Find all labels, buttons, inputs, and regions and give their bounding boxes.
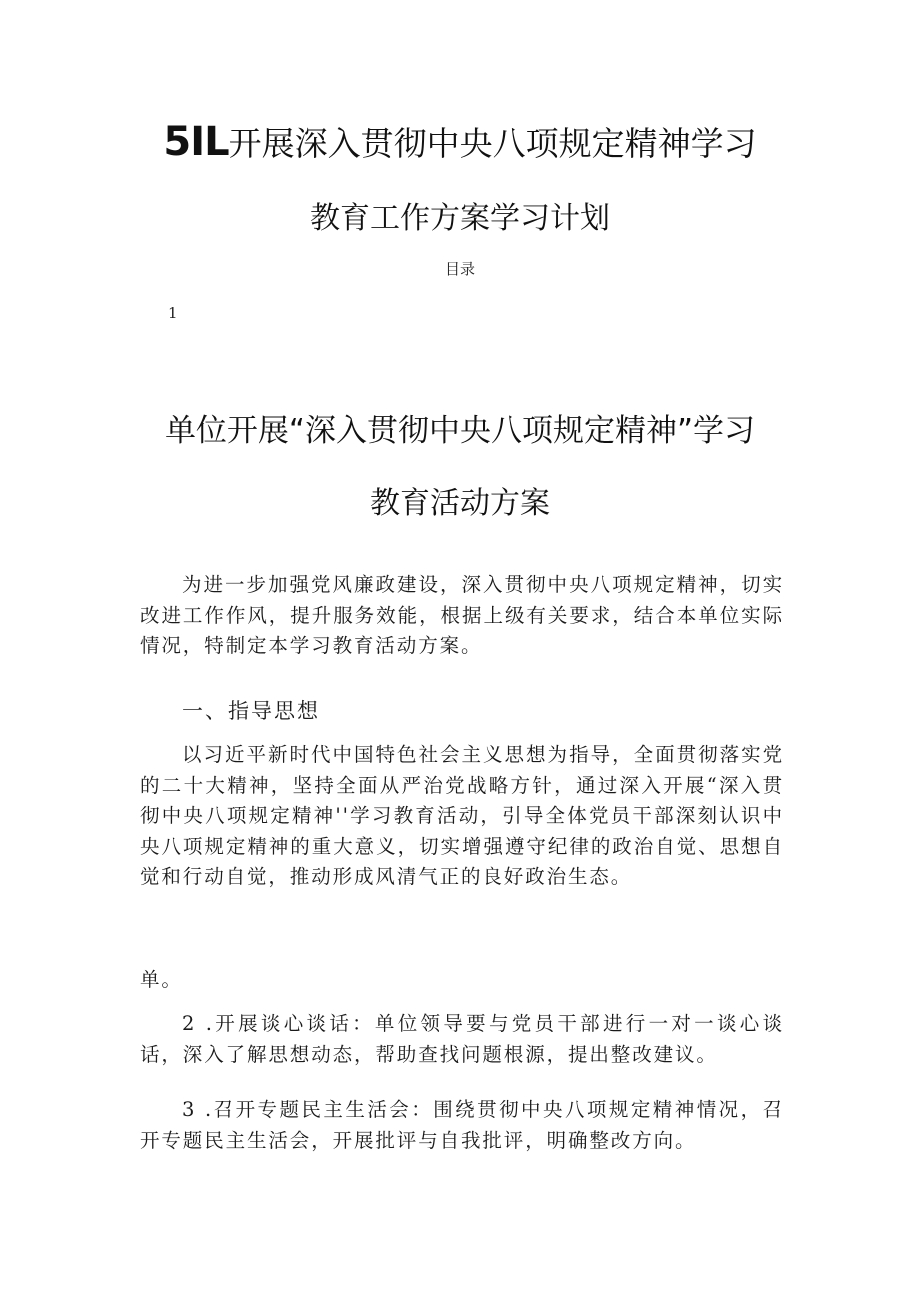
section-title-line-1: 单位开展“深入贯彻中央八项规定精神”学习 bbox=[164, 413, 756, 449]
toc-heading: 目录 bbox=[444, 260, 475, 278]
section-title-line-2: 教育活动方案 bbox=[370, 486, 550, 521]
document-title-line-1 bbox=[0, 118, 920, 165]
title-prefix: 5IL bbox=[163, 119, 229, 165]
title-text: 开展深入贯彻中央八项规定精神学习 bbox=[228, 124, 757, 163]
toc-entry: 1 bbox=[168, 304, 178, 322]
fragment-text: 单。 bbox=[140, 968, 183, 991]
list-item-talk: 2 .开展谈心谈话：单位领导要与党员干部进行一对一谈心谈话，深入了解思想动态，帮助查找问题根源，提出整改建议。 bbox=[140, 1012, 784, 1066]
list-item-meeting: 3 .召开专题民主生活会：围绕贯彻中央八项规定精神情况，召开专题民主生活会，开展批评与自我批评，明确整改方向。 bbox=[140, 1098, 784, 1152]
guiding-ideology-paragraph: 以习近平新时代中国特色社会主义思想为指导，全面贯彻落实党的二十大精神，坚持全面从严治党战略方针，通过深入开展“深入贯彻中央八项规定精神''学习教育活动，引导全体党员干部深刻认识中央八项规定精神的重大意义，切实增强遵守纪律的政治自觉、思想自觉和行动自觉，推动形成风清气正的良好政治生态。 bbox=[140, 743, 784, 888]
section-heading-guiding-ideology: 一、指导思想 bbox=[182, 699, 320, 723]
intro-paragraph: 为进一步加强党风廉政建设，深入贯彻中央八项规定精神，切实改进工作作风，提升服务效能，根据上级有关要求，结合本单位实际情况，特制定本学习教育活动方案。 bbox=[140, 573, 784, 657]
document-title-line-2: 教育工作方案学习计划 bbox=[310, 201, 610, 236]
